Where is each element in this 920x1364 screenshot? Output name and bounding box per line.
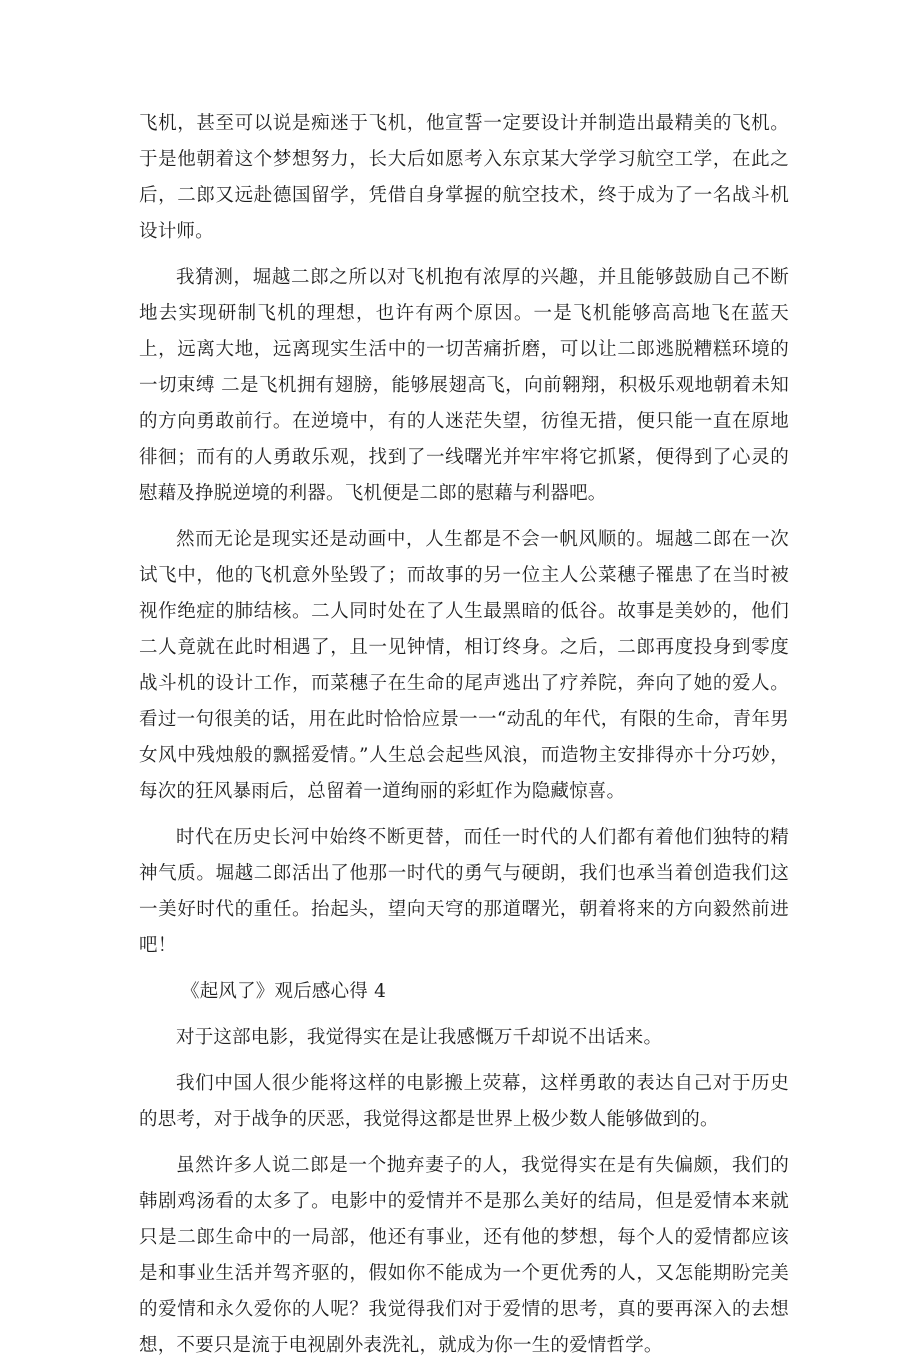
paragraph: 对于这部电影，我觉得实在是让我感慨万千却说不出话来。 <box>176 1027 663 1048</box>
paragraph-continuation: 飞机，甚至可以说是痴迷于飞机，他宣誓一定要设计并制造出最精美的飞机。于是他朝着这个梦想努力，长大后如愿考入东京某大学学习航空工学，在此之后，二郎又远赴德国留学，凭借自身掌握的航空技术，终于成为了一名战斗机设计师。 <box>139 113 789 242</box>
paragraph: 虽然许多人说二郎是一个抛弃妻子的人，我觉得实在是有失偏颇，我们的韩剧鸡汤看的太多了。电影中的爱情并不是那么美好的结局，但是爱情本来就只是二郎生命中的一局部，他还有事业，还有他的梦想，每个人的爱情都应该是和事业生活并驾齐驱的，假如你不能成为一个更优秀的人，又怎能期盼完美的爱情和永久爱你的人呢？我觉得我们对于爱情的思考，真的要再深入的去想想，不要只是流于电视剧外表洗礼，就成为你一生的爱情哲学。 <box>139 1155 789 1356</box>
paragraph: 我猜测，堀越二郎之所以对飞机抱有浓厚的兴趣，并且能够鼓励自己不断地去实现研制飞机的理想，也许有两个原因。一是飞机能够高高地飞在蓝天上，远离大地，远离现实生活中的一切苦痛折磨，可以让二郎逃脱糟糕环境的一切束缚 二是飞机拥有翅膀，能够展翅高飞，向前翱翔，积极乐观地朝着未知的方向勇敢前行。在逆境中，有的人迷茫失望，彷徨无措，便只能一直在原地徘徊；而有的人勇敢乐观，找到了一线曙光并牢牢将它抓紧，便得到了心灵的慰藉及挣脱逆境的利器。飞机便是二郎的慰藉与利器吧。 <box>139 267 789 504</box>
paragraph: 我们中国人很少能将这样的电影搬上荧幕，这样勇敢的表达自己对于历史的思考，对于战争的厌恶，我觉得这都是世界上极少数人能够做到的。 <box>139 1073 789 1130</box>
section-heading: 《起风了》观后感心得 4 <box>181 981 387 1002</box>
paragraph: 时代在历史长河中始终不断更替，而任一时代的人们都有着他们独特的精神气质。堀越二郎活出了他那一时代的勇气与硬朗，我们也承当着创造我们这一美好时代的重任。抬起头，望向天穹的那道曙光，朝着将来的方向毅然前进吧！ <box>139 827 789 956</box>
document-body <box>139 106 789 1364</box>
paragraph: 然而无论是现实还是动画中，人生都是不会一帆风顺的。堀越二郎在一次试飞中，他的飞机意外坠毁了；而故事的另一位主人公菜穗子罹患了在当时被视作绝症的肺结核。二人同时处在了人生最黑暗的低谷。故事是美妙的，他们二人竟就在此时相遇了，且一见钟情，相订终身。之后，二郎再度投身到零度战斗机的设计工作，而菜穗子在生命的尾声逃出了疗养院，奔向了她的爱人。看过一句很美的话，用在此时恰恰应景一一“动乱的年代，有限的生命，青年男女风中残烛般的飘摇爱情。”人生总会起些风浪，而造物主安排得亦十分巧妙，每次的狂风暴雨后，总留着一道绚丽的彩虹作为隐藏惊喜。 <box>139 529 789 802</box>
